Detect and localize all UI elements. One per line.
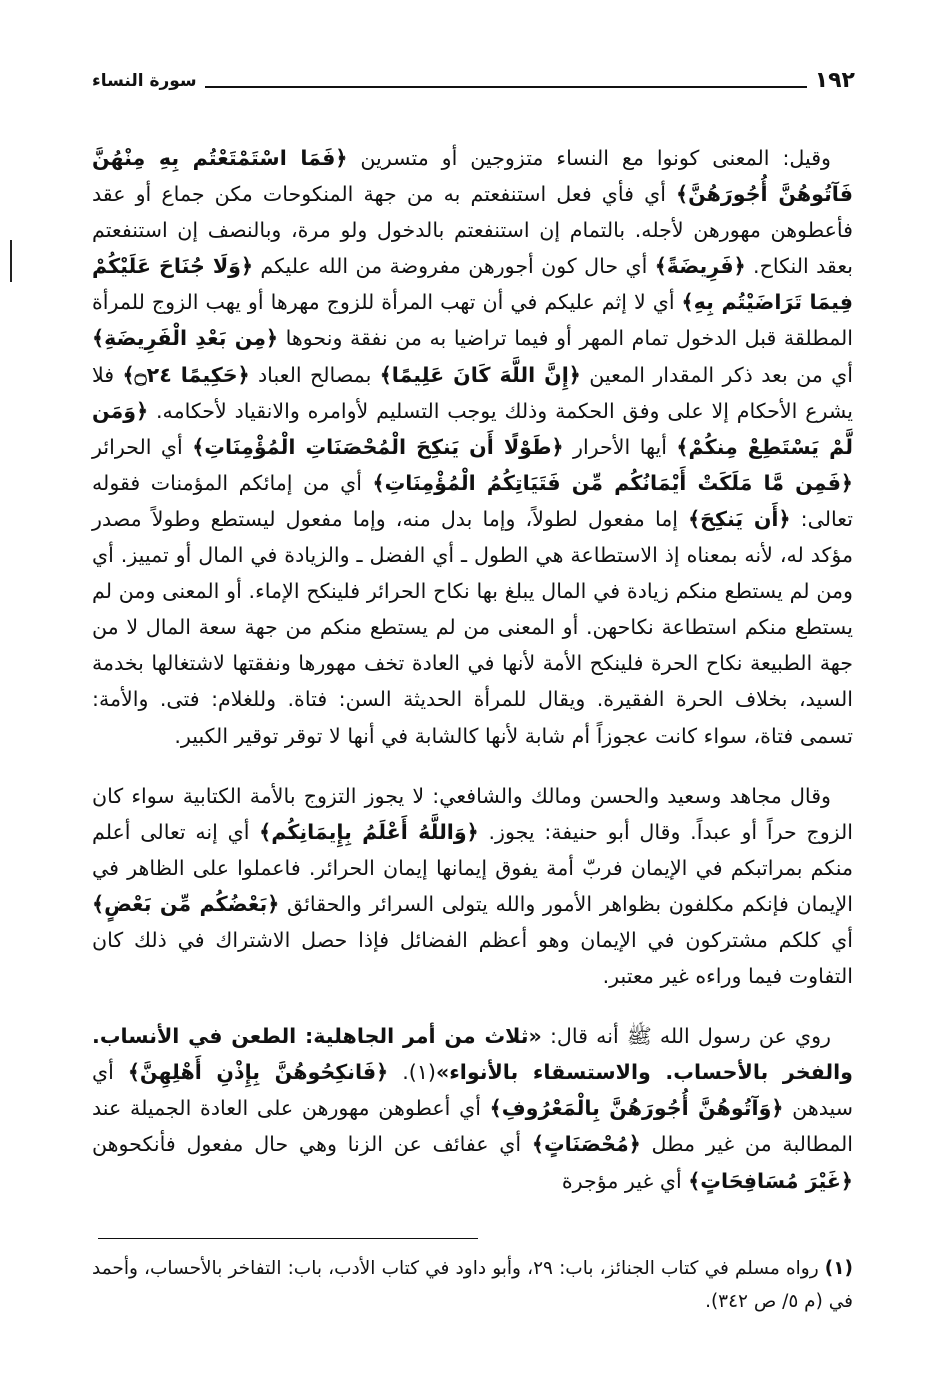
- quran-quote: ﴿طَوْلًا أَن يَنكِحَ الْمُحْصَنَاتِ الْمُؤْمِنَاتِ﴾: [192, 434, 564, 459]
- quran-quote: ﴿وَاللَّهُ أَعْلَمُ بِإِيمَانِكُم﴾: [259, 819, 479, 844]
- surah-title: سورة النساء: [92, 71, 197, 91]
- commentary-text: إما مفعول لطولاً، وإما بدل منه، وإما مفعول ليستطع وطولاً مصدر مؤكد له، لأنه بمعناه إذ الاستطاعة هي الطول ـ أي الفضل ـ والزيادة في المال أو تمييز. أي ومن لم يستطع منكم زيادة في المال يبلغ بها نكاح الحرائر فلينكح الإماء. أو المعنى ومن لم يستطع منكم استطاعة نكاحهن. أو المعنى من لم يستطع منكم من جهة سعة المال لا من جهة الطبيعة نكاح الحرة فلينكح الأمة لأنها في العادة تخف مهورها ونفقتها لاشتغالها بخدمة السيد، بخلاف الحرة الفقيرة. ويقال للمرأة الحديثة السن: فتاة. وللغلام: فتى. والأمة: تسمى فتاة، سواء كانت عجوزاً أم شابة لأنها كالشابة في أنها لا توقر توقير الكبير.: [92, 506, 853, 748]
- quran-quote: ﴿وَآتُوهُنَّ أُجُورَهُنَّ بِالْمَعْرُوفِ﴾: [489, 1096, 784, 1121]
- quran-quote: ﴿مِن بَعْدِ الْفَرِيضَةِ﴾: [92, 326, 279, 351]
- commentary-text: أيها الأحرار: [563, 434, 677, 459]
- footnote-separator: [98, 1238, 478, 1239]
- quran-quote: ﴿فَمَا اسْتَمْتَعْتُم بِهِ مِنْهُنَّ فَآتُوهُنَّ أُجُورَهُنَّ﴾: [92, 146, 853, 207]
- commentary-text: أي لا إثم عليكم في أن تهب المرأة للزوج مهرها أو يهب الزوج للمرأة المطلقة قبل الدخول تمام المهر أو فيما تراضيا به من نفقة ونحوها: [92, 290, 853, 351]
- commentary-text: أي حال كون أجورهن مفروضة من الله عليكم: [253, 254, 655, 279]
- page-header: [92, 68, 855, 94]
- footnote-text: رواه مسلم في كتاب الجنائز، باب: ٢٩، وأبو داود في كتاب الأدب، باب: التفاخر بالأحساب، وأحمد في (م ٥/ ص ٣٤٢).: [92, 1258, 853, 1312]
- commentary-text: أي كلكم مشتركون في الإيمان وهو أعظم الفضائل فإذا حصل الاشتراك في ذلك كان التفاوت فيما وراءه غير معتبر.: [92, 927, 853, 989]
- quran-quote: ﴿فَرِيضَةً﴾: [654, 254, 746, 279]
- footnote: [92, 1252, 853, 1318]
- quran-quote: ﴿فَمِن مَّا مَلَكَتْ أَيْمَانُكُم مِّن فَتَيَاتِكُمُ الْمُؤْمِنَاتِ﴾: [372, 470, 854, 495]
- quran-quote: ﴿غَيْرَ مُسَافِحَاتٍ﴾: [688, 1168, 853, 1193]
- quran-quote: ﴿حَكِيمًا ۝٢٤﴾: [122, 362, 250, 387]
- page-number: ١٩٢: [814, 68, 855, 93]
- commentary-text: روي عن رسول الله ﷺ أنه قال:: [541, 1024, 831, 1049]
- quran-quote: ﴿أَن يَنكِحَ﴾: [688, 506, 791, 531]
- commentary-text: أي غير مؤجرة: [561, 1168, 689, 1193]
- commentary-text: وقيل: المعنى كونوا مع النساء متزوجين أو متسرين: [347, 146, 831, 170]
- commentary-text: أي من بعد ذكر المقدار المعين: [580, 362, 853, 387]
- margin-mark: [10, 240, 12, 282]
- paragraph: [92, 778, 853, 995]
- header-rule: [205, 86, 807, 88]
- commentary-text: أي سيدهن: [92, 1060, 853, 1121]
- commentary-text: فلا يشرع الأحكام إلا على وفق الحكمة وذلك يوجب التسليم لأوامره والانقياد لأحكامه.: [92, 362, 853, 423]
- footnote-marker: (١): [824, 1258, 853, 1279]
- quran-quote: ﴿فَانكِحُوهُنَّ بِإِذْنِ أَهْلِهِنَّ﴾: [127, 1060, 389, 1085]
- quran-quote: ﴿إِنَّ اللَّهَ كَانَ عَلِيمًا﴾: [379, 362, 581, 387]
- commentary-text: أي الحرائر: [92, 434, 193, 459]
- commentary-text: أي أعطوهن مهورهن على العادة الجميلة عند المطالبة من غير مطل: [92, 1096, 854, 1157]
- paragraph: [92, 140, 853, 754]
- commentary-text: (١).: [388, 1060, 436, 1085]
- commentary-text: بمصالح العباد: [249, 362, 380, 387]
- commentary-text: وقال مجاهد وسعيد والحسن ومالك والشافعي: لا يجوز التزوج بالأمة الكتابية سواء كان الزوج حراً أو عبداً. وقال أبو حنيفة: يجوز.: [92, 783, 853, 844]
- quran-quote: ﴿وَلَا جُنَاحَ عَلَيْكُمْ فِيمَا تَرَاضَيْتُم بِهِ﴾: [92, 254, 853, 315]
- commentary-text: أي من إمائكم المؤمنات فقوله تعالى:: [92, 470, 853, 531]
- quran-quote: ﴿وَمَن لَّمْ يَسْتَطِعْ مِنكُمْ﴾: [92, 398, 853, 459]
- quran-quote: «ثلاث من أمر الجاهلية: الطعن في الأنساب. والفخر بالأحساب. والاستسقاء بالأنواء»: [92, 1024, 853, 1085]
- commentary-text: أي إنه تعالى أعلم منكم بمراتبكم في الإيمان فربّ أمة يفوق إيمانها إيمان الحرائر. فاعملوا على الظاهر في الإيمان فإنكم مكلفون بظواهر الأمور والله يتولى السرائر والحقائق: [92, 819, 853, 916]
- body-text: [92, 140, 853, 1199]
- quran-quote: ﴿بَعْضُكُم مِّن بَعْضٍ﴾: [92, 891, 280, 916]
- commentary-text: أي فأي فعل استنفعتم به من جهة المنكوحات مكن جماع أو عقد فأعطوهن مهورهن لأجله. بالتمام إن استنفعتم بالدخول ولو مرة، وبالنصف إن استنفعتم بعقد النكاح.: [92, 182, 853, 279]
- commentary-text: أي عفائف عن الزنا وهي حال مفعول فأنكحوهن: [92, 1132, 532, 1157]
- paragraph: [92, 1018, 853, 1198]
- quran-quote: ﴿مُحْصَنَاتٍ﴾: [531, 1132, 641, 1157]
